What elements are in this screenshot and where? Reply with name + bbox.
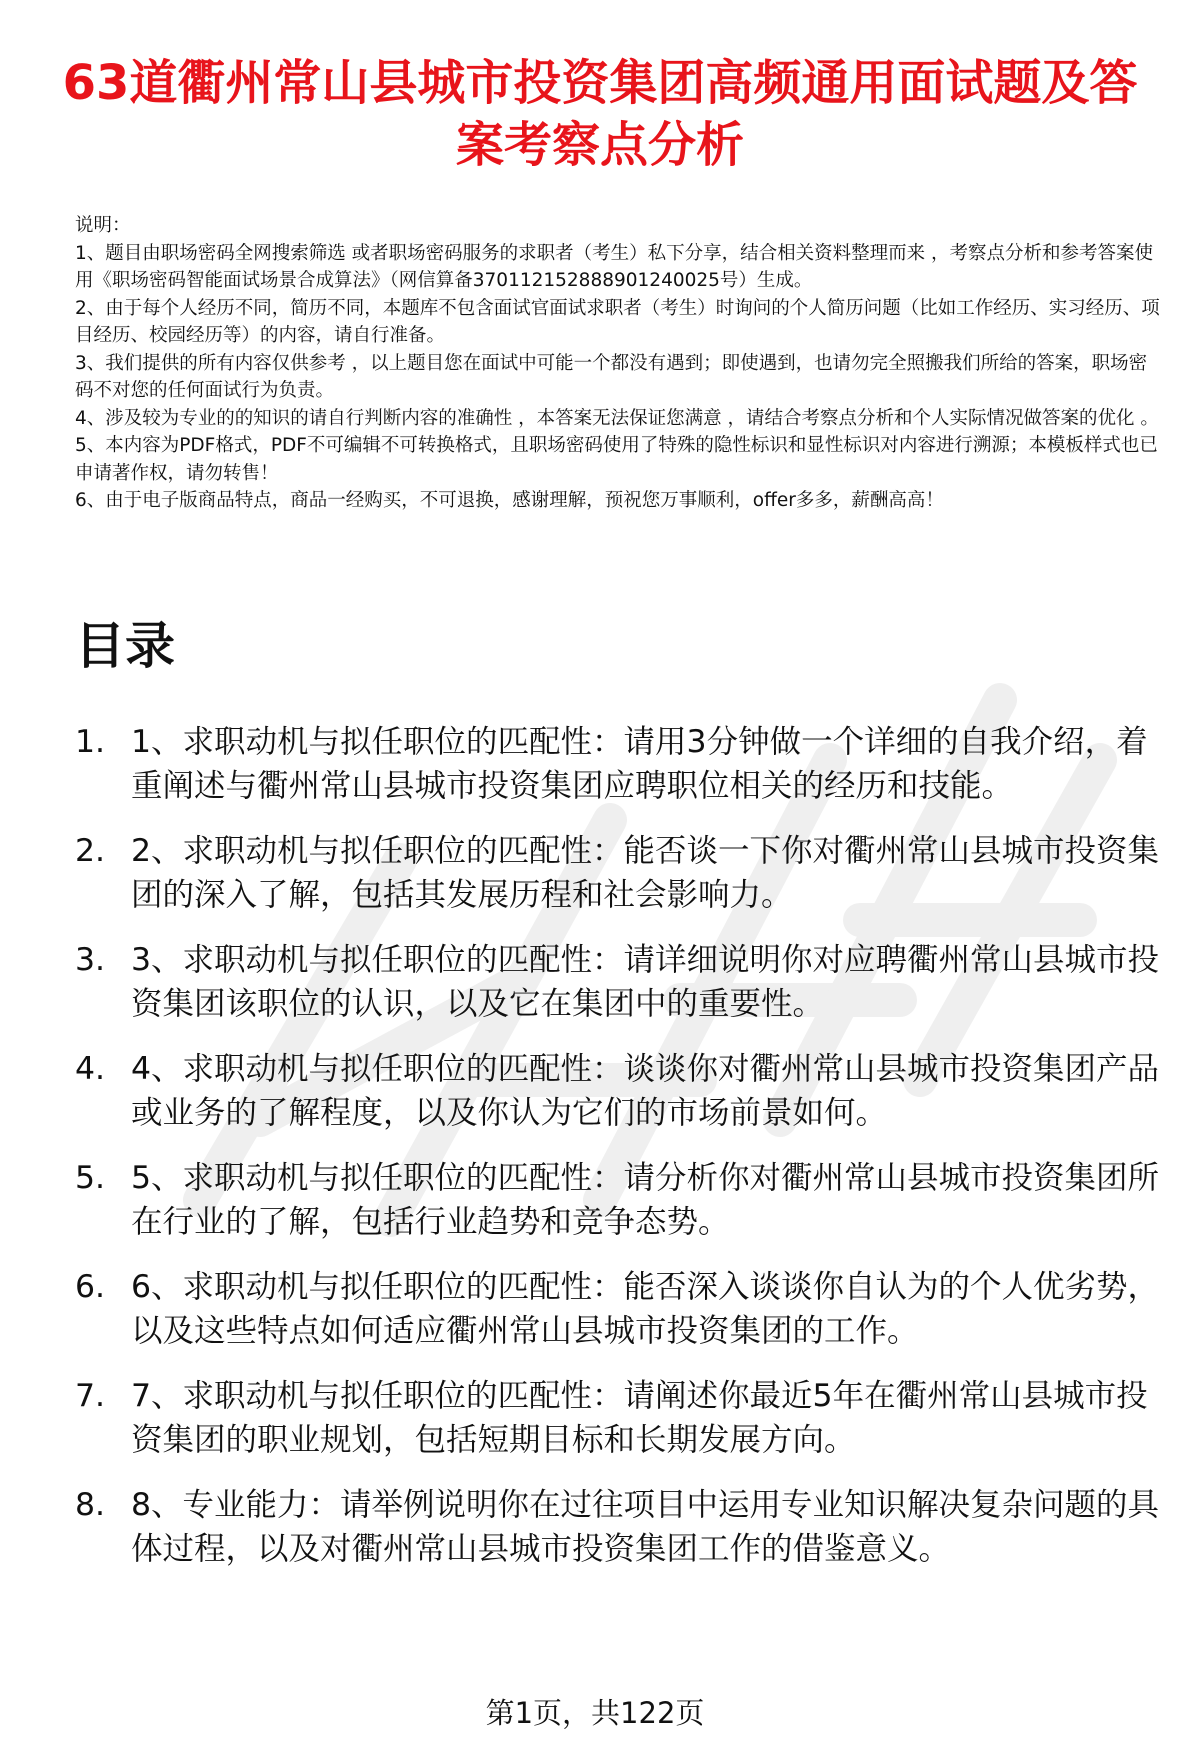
notes-heading: 说明： [75, 215, 131, 236]
toc-list [75, 720, 1170, 1592]
toc-item-number: 4. [75, 1051, 106, 1087]
toc-item-text: 4、求职动机与拟任职位的匹配性：谈谈你对衢州常山县城市投资集团产品或业务的了解程度，以及你认为它们的市场前景如何。 [131, 1051, 1160, 1131]
toc-item[interactable] [75, 1483, 1170, 1571]
toc-item-text: 8、专业能力：请举例说明你在过往项目中运用专业知识解决复杂问题的具体过程，以及对衢州常山县城市投资集团工作的借鉴意义。 [131, 1487, 1160, 1567]
toc-item[interactable] [75, 1374, 1170, 1462]
toc-item-number: 8. [75, 1487, 106, 1523]
note-item: 4、涉及较为专业的的知识的请自行判断内容的准确性 ，本答案无法保证您满意 ，请结合考察点分析和个人实际情况做答案的优化 。 [75, 407, 1159, 429]
note-item: 5、本内容为PDF格式，PDF不可编辑不可转换格式，且职场密码使用了特殊的隐性标识和显性标识对内容进行溯源；本模板样式也已申请著作权，请勿转售！ [75, 435, 1158, 484]
toc-item[interactable] [75, 1156, 1170, 1244]
toc-item[interactable] [75, 1265, 1170, 1353]
toc-item-text: 6、求职动机与拟任职位的匹配性：能否深入谈谈你自认为的个人优劣势，以及这些特点如何适应衢州常山县城市投资集团的工作。 [131, 1269, 1160, 1349]
toc-item-text: 5、求职动机与拟任职位的匹配性：请分析你对衢州常山县城市投资集团所在行业的了解，包括行业趋势和竞争态势。 [131, 1160, 1160, 1240]
note-item: 3、我们提供的所有内容仅供参考 ，以上题目您在面试中可能一个都没有遇到；即使遇到，也请勿完全照搬我们所给的答案，职场密码不对您的任何面试行为负责。 [75, 352, 1148, 401]
toc-heading: 目录 [75, 617, 175, 675]
toc-item[interactable] [75, 1047, 1170, 1135]
toc-item[interactable] [75, 829, 1170, 917]
note-item: 2、由于每个人经历不同，简历不同，本题库不包含面试官面试求职者（考生）时询问的个人简历问题（比如工作经历、实习经历、项目经历、校园经历等）的内容，请自行准备。 [75, 297, 1160, 346]
toc-item-number: 2. [75, 833, 106, 869]
toc-item-text: 3、求职动机与拟任职位的匹配性：请详细说明你对应聘衢州常山县城市投资集团该职位的认识，以及它在集团中的重要性。 [131, 942, 1160, 1022]
page-footer: 第1页，共122页 [485, 1696, 705, 1730]
document-title: 63道衢州常山县城市投资集团高频通用面试题及答案考察点分析 [62, 55, 1138, 173]
notes-section [75, 212, 1165, 515]
toc-item-number: 3. [75, 942, 106, 978]
toc-item-number: 6. [75, 1269, 106, 1305]
toc-item-text: 7、求职动机与拟任职位的匹配性：请阐述你最近5年在衢州常山县城市投资集团的职业规划，包括短期目标和长期发展方向。 [131, 1378, 1148, 1458]
toc-item-number: 1. [75, 724, 106, 760]
toc-item[interactable] [75, 720, 1170, 808]
toc-item-text: 1、求职动机与拟任职位的匹配性：请用3分钟做一个详细的自我介绍，着重阐述与衢州常山县城市投资集团应聘职位相关的经历和技能。 [131, 724, 1148, 804]
note-item: 1、题目由职场密码全网搜索筛选 或者职场密码服务的求职者（考生）私下分享，结合相关资料整理而来 ，考察点分析和参考答案使用《职场密码智能面试场景合成算法》（网信算备370112152888901240025号）生成。 [75, 242, 1154, 291]
note-item: 6、由于电子版商品特点，商品一经购买，不可退换，感谢理解，预祝您万事顺利，offer多多，薪酬高高！ [75, 490, 944, 511]
toc-item[interactable] [75, 938, 1170, 1026]
toc-item-number: 7. [75, 1378, 106, 1414]
toc-item-text: 2、求职动机与拟任职位的匹配性：能否谈一下你对衢州常山县城市投资集团的深入了解，包括其发展历程和社会影响力。 [131, 833, 1160, 913]
toc-item-number: 5. [75, 1160, 106, 1196]
